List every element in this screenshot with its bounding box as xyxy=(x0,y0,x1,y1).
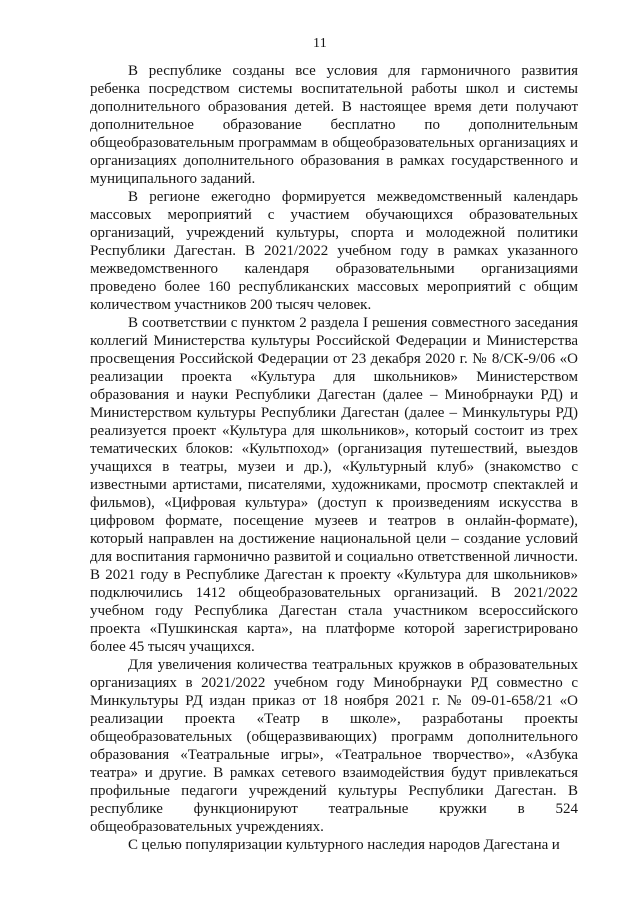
paragraph-theater-clubs: Для увеличения количества театральных кружков в образовательных организациях в 2021/2022 учебном году Минобрнауки РД совместно с Минкультуры РД издан приказ от 18 ноября 2021 г. № 09-01-658/21 «О реализации проекта «Театр в школе», разработаны проекты общеобразовательных (общеразвивающих) программ дополнительного образования «Театральные игры», «Театральное творчество», «Азбука театра» и другие. В рамках сетевого взаимодействия будут привлекаться профильные педагоги учреждений культуры Республики Дагестан. В республике функционируют театральные кружки в 524 общеобразовательных учреждениях. xyxy=(90,657,578,835)
paragraph-conditions-for-development: В республике созданы все условия для гармоничного развития ребенка посредством системы воспитательной работы школ и системы дополнительного образования детей. В настоящее время дети получают дополнительное образование бесплатно по дополнительным общеобразовательным программам в общеобразовательных организациях и организациях дополнительного образования в рамках государственного и муниципального заданий. xyxy=(90,63,578,187)
document-body xyxy=(90,62,578,854)
paragraph-cultural-heritage: С целью популяризации культурного наследия народов Дагестана и xyxy=(128,837,560,853)
page-number: 11 xyxy=(313,36,327,51)
paragraph-culture-for-schoolchildren: В соответствии с пунктом 2 раздела I решения совместного заседания коллегий Министерства культуры Российской Федерации и Министерства просвещения Российской Федерации от 23 декабря 2020 г. № 8/СК-9/06 «О реализации проекта «Культура для школьников» Министерством образования и науки Республики Дагестан (далее – Минобрнауки РД) и Министерством культуры Республики Дагестан (далее – Минкультуры РД) реализуется проект «Культура для школьников», который состоит из трех тематических блоков: «Культпоход» (организация путешествий, выездов учащихся в театры, музеи и др.), «Культурный клуб» (знакомство с известными артистами, писателями, художниками, просмотр спектаклей и фильмов), «Цифровая культура» (доступ к произведениям искусства в цифровом формате, посещение музеев и театров в онлайн-формате), который направлен на достижение национальной цели – создание условий для воспитания гармонично развитой и социально ответственной личности. В 2021 году в Республике Дагестан к проекту «Культура для школьников» подключились 1412 общеобразовательных организаций. В 2021/2022 учебном году Республика Дагестан стала участником всероссийского проекта «Пушкинская карта», на платформе которой зарегистрировано более 45 тысяч учащихся. xyxy=(90,315,578,655)
paragraph-interagency-calendar: В регионе ежегодно формируется межведомственный календарь массовых мероприятий с участием обучающихся образовательных организаций, учреждений культуры, спорта и молодежной политики Республики Дагестан. В 2021/2022 учебном году в рамках указанного межведомственного календаря образовательными организациями проведено более 160 республиканских массовых мероприятий с общим количеством участников 200 тысяч человек. xyxy=(90,189,578,313)
